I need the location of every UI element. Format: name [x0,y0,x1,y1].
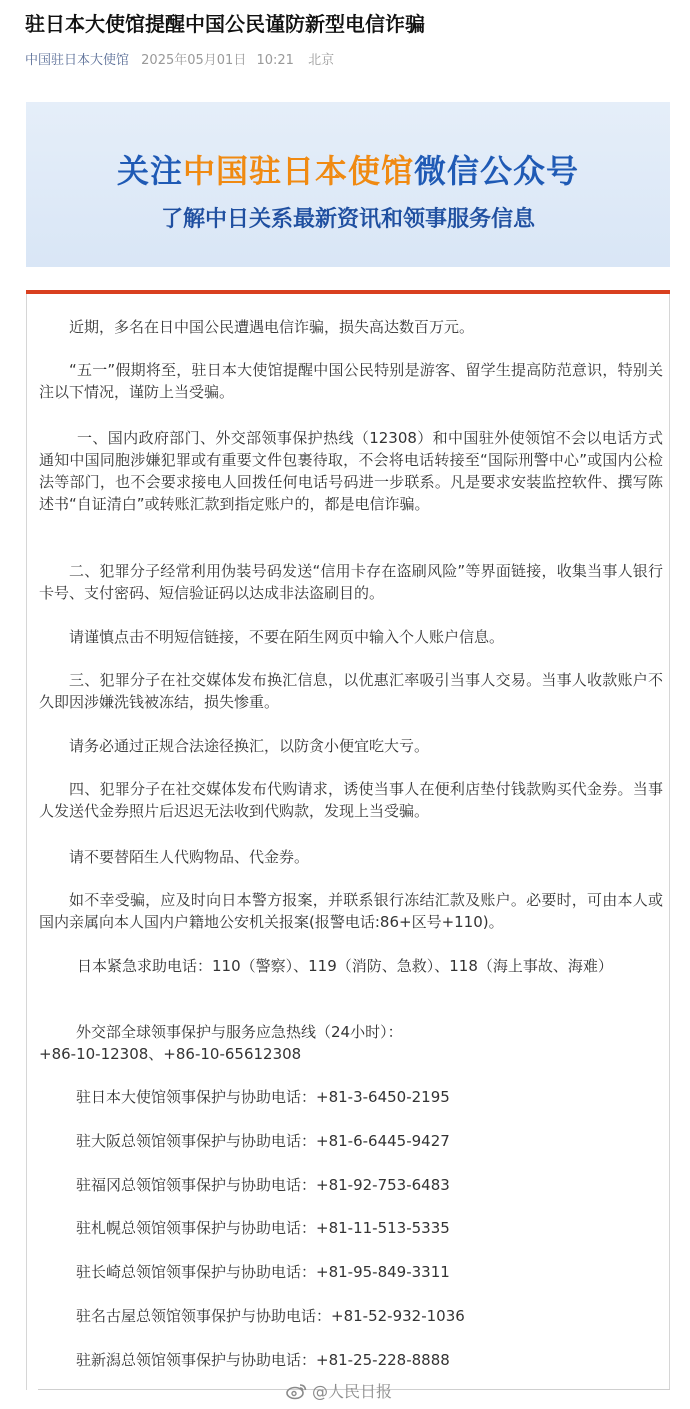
contact-consulate-nagasaki[interactable]: 驻长崎总领馆领事保护与协助电话：+81-95-849-3311 [76,1263,450,1281]
publish-date: 2025年05月01日 [141,53,247,68]
paragraph-point-4: 四、犯罪分子在社交媒体发布代购请求，诱使当事人在便利店垫付钱款购买代金券。当事人发送代金券照片后迟迟无法收到代购款，发现上当受骗。 [39,780,663,820]
account-name-link[interactable]: 中国驻日本大使馆 [25,53,130,68]
contact-embassy-tokyo[interactable]: 驻日本大使馆领事保护与协助电话：+81-3-6450-2195 [76,1088,450,1106]
paragraph-report: 如不幸受骗，应及时向日本警方报案，并联系银行冻结汇款及账户。必要时，可由本人或国内亲属向本人国内户籍地公安机关报案(报警电话:86+区号+110)。 [39,891,663,931]
weibo-watermark [286,1382,392,1402]
hotline-numbers[interactable]: +86-10-12308、+86-10-65612308 [39,1045,302,1063]
content-border-left [26,294,27,1390]
contact-consulate-nagoya[interactable]: 驻名古屋总领馆领事保护与协助电话：+81-52-932-1036 [76,1307,465,1325]
section-divider [26,290,670,294]
watermark-text: @人民日报 [312,1382,393,1401]
paragraph-advice-2: 请谨慎点击不明短信链接，不要在陌生网页中输入个人账户信息。 [69,628,505,646]
article-title: 驻日本大使馆提醒中国公民谨防新型电信诈骗 [25,12,425,36]
banner-headline [26,151,670,191]
contact-consulate-sapporo[interactable]: 驻札幌总领馆领事保护与协助电话：+81-11-513-5335 [76,1219,450,1237]
hotline-label: 外交部全球领事保护与服务应急热线（24小时）： [76,1023,403,1041]
article-meta [25,52,334,70]
content-border-right [669,294,670,1390]
banner-text-wechat: 微信公众号 [414,152,580,190]
paragraph-point-1: 一、国内政府部门、外交部领事保护热线（12308）和中国驻外使领馆不会以电话方式通知中国同胞涉嫌犯罪或有重要文件包裹待取，不会将电话转接至“国际刑警中心”或国内公检法等部门，也不会要求接电人回拨任何电话号码进一步联系。凡是要求安装监控软件、撰写陈述书“自证清白”或转账汇款到指定账户的，都是电信诈骗。 [39,429,663,513]
banner-subtitle: 了解中日关系最新资讯和领事服务信息 [160,206,535,232]
paragraph-advice-3: 请务必通过正规合法途径换汇，以防贪小便宜吃大亏。 [69,737,430,755]
paragraph-intro: 近期，多名在日中国公民遭遇电信诈骗，损失高达数百万元。 [69,318,475,336]
contact-consulate-niigata[interactable]: 驻新潟总领馆领事保护与协助电话：+81-25-228-8888 [76,1351,450,1369]
publish-time: 10:21 [256,53,294,68]
publish-location: 北京 [308,53,335,68]
contact-consulate-fukuoka[interactable]: 驻福冈总领馆领事保护与协助电话：+81-92-753-6483 [76,1176,450,1194]
paragraph-advice-4: 请不要替陌生人代购物品、代金券。 [69,848,310,866]
contact-consulate-osaka[interactable]: 驻大阪总领馆领事保护与协助电话：+81-6-6445-9427 [76,1132,450,1150]
paragraph-emergency-numbers: 日本紧急求助电话：110（警察）、119（消防、急救）、118（海上事故、海难） [77,957,613,975]
paragraph-holiday: “五一”假期将至，驻日本大使馆提醒中国公民特别是游客、留学生提高防范意识，特别关注以下情况，谨防上当受骗。 [39,361,663,401]
banner-text-follow: 关注 [116,152,183,190]
banner-text-embassy: 中国驻日本使馆 [182,152,414,190]
paragraph-point-3: 三、犯罪分子在社交媒体发布换汇信息，以优惠汇率吸引当事人交易。当事人收款账户不久即因涉嫌洗钱被冻结，损失惨重。 [39,671,663,711]
follow-account-banner [26,102,670,267]
weibo-icon [286,1382,308,1405]
paragraph-point-2: 二、犯罪分子经常利用伪装号码发送“信用卡存在盗刷风险”等界面链接，收集当事人银行卡号、支付密码、短信验证码以达成非法盗刷目的。 [39,562,663,602]
